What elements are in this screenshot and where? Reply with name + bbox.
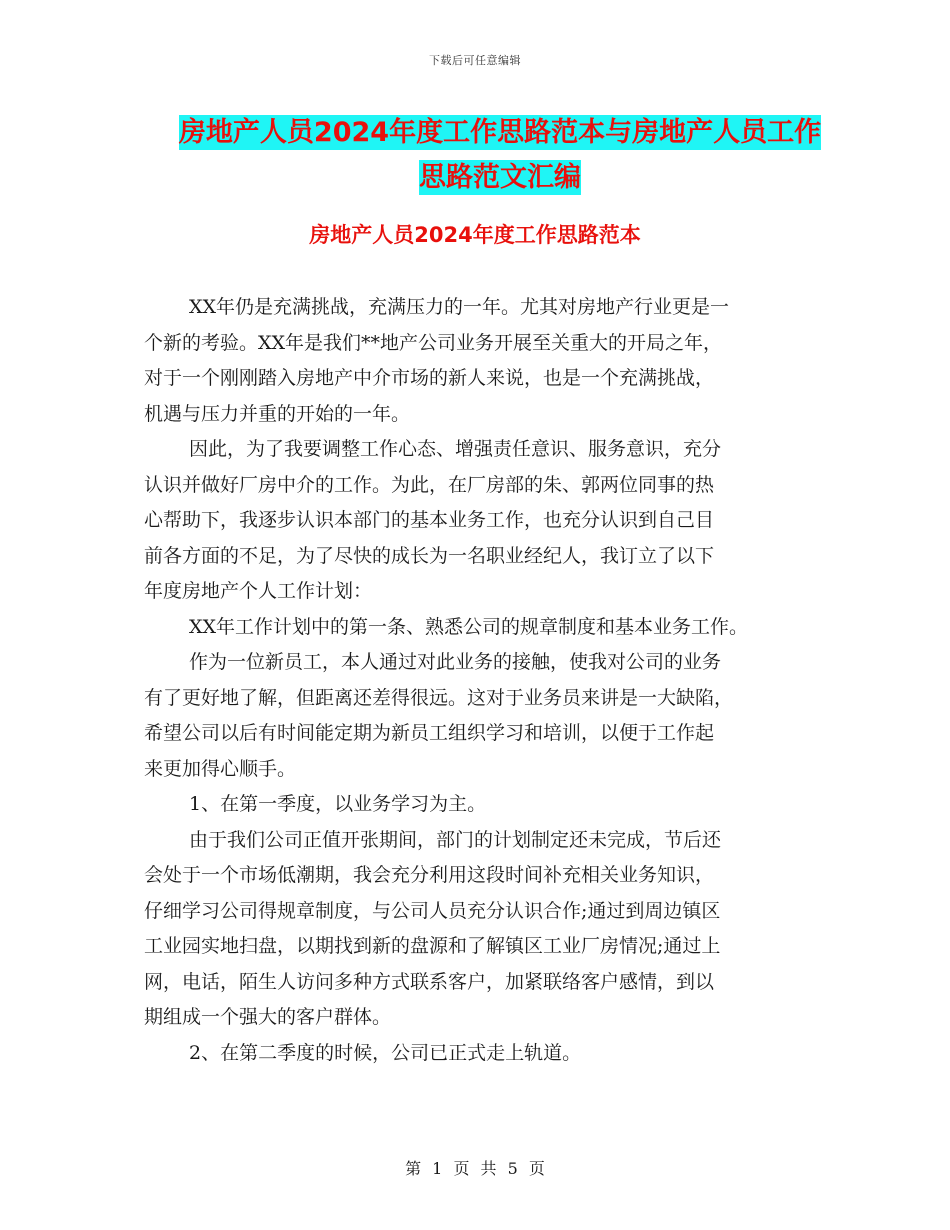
paragraph-line: 年度房地产个人工作计划： — [144, 580, 373, 602]
paragraph-line: 前各方面的不足，为了尽快的成长为一名职业经纪人，我订立了以下 — [144, 544, 715, 567]
paragraph-line: 作为一位新员工，本人通过对此业务的接触，使我对公司的业务 — [189, 651, 722, 673]
document-title — [140, 110, 860, 200]
paragraph-line: 由于我们公司正值开张期间，部门的计划制定还未完成，节后还 — [189, 828, 722, 851]
paragraph-line: 仔细学习公司得规章制度，与公司人员充分认识合作;通过到周边镇区 — [144, 899, 721, 922]
title-line-1: 房地产人员2024年度工作思路范本与房地产人员工作 — [178, 117, 822, 148]
paragraph-line: 个新的考验。XX年是我们**地产公司业务开展至关重大的开局之年， — [144, 331, 723, 354]
paragraph-line: 机遇与压力并重的开始的一年。 — [144, 402, 411, 425]
page-footer: 第 1 页 共 5 页 — [405, 1159, 545, 1178]
section-title: 房地产人员2024年度工作思路范本 — [309, 223, 641, 247]
title-line-2: 思路范文汇编 — [419, 162, 581, 193]
paragraph-line: 有了更好地了解，但距离还差得很远。这对于业务员来讲是一大缺陷， — [144, 686, 734, 709]
paragraph-line: 因此，为了我要调整工作心态、增强责任意识、服务意识，充分 — [189, 438, 722, 460]
paragraph-line: 工业园实地扫盘，以期找到新的盘源和了解镇区工业厂房情况;通过上 — [144, 935, 721, 957]
paragraph-line: 对于一个刚刚踏入房地产中介市场的新人来说，也是一个充满挑战， — [144, 367, 715, 389]
paragraph-line: 来更加得心顺手。 — [144, 757, 297, 780]
header-note: 下载后可任意编辑 — [429, 54, 521, 67]
paragraph-line: XX年仍是充满挑战，充满压力的一年。尤其对房地产行业更是一 — [189, 296, 730, 318]
body-text — [144, 290, 824, 1071]
paragraph-line: 2、在第二季度的时候，公司已正式走上轨道。 — [189, 1041, 582, 1064]
paragraph-line: XX年工作计划中的第一条、熟悉公司的规章制度和基本业务工作。 — [189, 615, 749, 638]
paragraph-line: 会处于一个市场低潮期，我会充分利用这段时间补充相关业务知识， — [144, 864, 715, 886]
paragraph-line: 网，电话，陌生人访问多种方式联系客户，加紧联络客户感情，到以 — [144, 970, 715, 993]
paragraph-line: 认识并做好厂房中介的工作。为此，在厂房部的朱、郭两位同事的热 — [144, 473, 715, 496]
paragraph-line: 1、在第一季度，以业务学习为主。 — [189, 793, 487, 815]
paragraph-line: 心帮助下，我逐步认识本部门的基本业务工作，也充分认识到自己目 — [144, 509, 715, 531]
paragraph-line: 希望公司以后有时间能定期为新员工组织学习和培训，以便于工作起 — [144, 722, 715, 744]
paragraph-line: 期组成一个强大的客户群体。 — [144, 1006, 392, 1028]
